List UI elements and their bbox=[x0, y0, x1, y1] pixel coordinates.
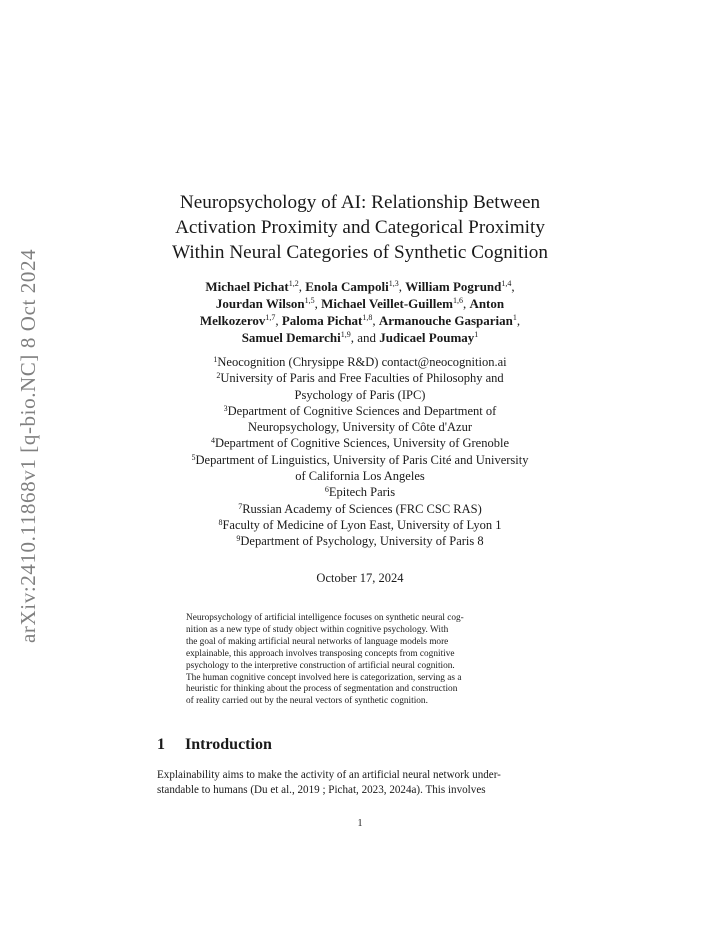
introduction-paragraph bbox=[157, 768, 567, 798]
author-line: Jourdan Wilson$^{1,5}$, Michael Veillet-Guillem$^{1,6}$, Anton bbox=[215, 296, 505, 311]
affiliation-text: Department of Psychology, University of Paris 8 bbox=[240, 534, 484, 549]
title-line: Within Neural Categories of Synthetic Cognition bbox=[172, 242, 548, 263]
author-conjunction: and bbox=[357, 330, 377, 345]
affiliation-continued: Psychology of Paris (IPC) bbox=[294, 387, 426, 402]
affiliation-marker: 6 bbox=[324, 485, 329, 495]
author-line: Michael Pichat$^{1,2}$, Enola Campoli$^{1,3}$, William Pogrund$^{1,4}$, bbox=[205, 279, 515, 294]
abstract bbox=[186, 613, 536, 708]
affiliation-continued: of California Los Angeles bbox=[295, 469, 425, 484]
affiliation-text: Department of Cognitive Sciences, University of Grenoble bbox=[214, 436, 510, 451]
section-heading-introduction bbox=[157, 735, 272, 755]
section-title: Introduction bbox=[185, 736, 272, 753]
author-affil-marker: 1,4 bbox=[501, 279, 512, 288]
affiliation-marker: 1 bbox=[213, 355, 218, 364]
abstract-line: of reality carried out by the neural vectors of synthetic cognition. bbox=[186, 696, 428, 707]
author-list bbox=[156, 278, 564, 346]
author-line: Melkozerov$^{1,7}$, Paloma Pichat$^{1,8}$, Armanouche Gasparian$^1$, bbox=[199, 313, 521, 328]
abstract-line: The human cognitive concept involved here is categorization, serving as a bbox=[186, 672, 462, 683]
affiliation-marker: 9 bbox=[236, 534, 241, 544]
author-name: Samuel Demarchi bbox=[241, 330, 341, 345]
author-affil-marker: 1,8 bbox=[362, 313, 373, 322]
affiliation-marker: 4 bbox=[210, 436, 215, 446]
author-name: Paloma Pichat bbox=[281, 313, 363, 328]
author-name: Armanouche Gasparian bbox=[378, 313, 513, 328]
affiliation-text: Russian Academy of Sciences (FRC CSC RAS) bbox=[242, 501, 482, 516]
abstract-line: psychology to the interpretive construction of artificial neural cognition. bbox=[186, 660, 455, 671]
affiliation bbox=[156, 370, 564, 386]
abstract-line: heuristic for thinking about the process of segmentation and construction bbox=[186, 684, 458, 695]
paper-header bbox=[156, 190, 564, 586]
author-affil-marker: 1 bbox=[474, 330, 479, 339]
affiliation-marker: 3 bbox=[223, 403, 228, 413]
author-affil-marker: 1,3 bbox=[388, 279, 399, 288]
affiliation-text: University of Paris and Free Faculties of Philosophy and bbox=[220, 371, 504, 386]
affiliation bbox=[156, 403, 564, 419]
affiliation bbox=[156, 533, 564, 549]
affiliation bbox=[156, 484, 564, 500]
affiliation bbox=[156, 517, 564, 533]
abstract-line: nition as a new type of study object within cognitive psychology. With bbox=[186, 624, 449, 635]
body-line: standable to humans (Du et al., 2019 ; Pichat, 2023, 2024a). This involves bbox=[157, 784, 486, 796]
affiliation bbox=[156, 501, 564, 517]
author-name: Enola Campoli bbox=[305, 279, 389, 294]
paper-title bbox=[156, 190, 564, 265]
author-affil-marker: 1,7 bbox=[265, 313, 276, 322]
affiliation-marker: 5 bbox=[191, 452, 196, 462]
author-name: William Pogrund bbox=[405, 279, 502, 294]
author-name: Michael Pichat bbox=[205, 279, 289, 294]
title-line: Activation Proximity and Categorical Proximity bbox=[175, 217, 545, 238]
affiliation-text: Neocognition (Chrysippe R&D) contact@neocognition.ai bbox=[217, 355, 507, 369]
author-name: Anton bbox=[469, 296, 505, 311]
affiliation bbox=[156, 435, 564, 451]
publication-date: October 17, 2024 bbox=[316, 570, 404, 585]
abstract-line: Neuropsychology of artificial intelligence focuses on synthetic neural cog- bbox=[186, 613, 464, 623]
author-affil-marker: 1,9 bbox=[340, 330, 351, 339]
abstract-line: the goal of making artificial neural networks of language models more bbox=[186, 636, 449, 647]
author-affil-marker: 1,5 bbox=[304, 296, 315, 305]
page-number: 1 bbox=[357, 818, 363, 829]
affiliation-list bbox=[156, 354, 564, 550]
author-affil-marker: 1 bbox=[512, 313, 517, 322]
author-name: Jourdan Wilson bbox=[215, 296, 305, 311]
affiliation-marker: 8 bbox=[218, 517, 223, 527]
affiliation bbox=[156, 354, 564, 370]
affiliation-text: Epitech Paris bbox=[328, 485, 396, 500]
affiliation-text: Department of Cognitive Sciences and Department of bbox=[227, 403, 497, 418]
affiliation-marker: 2 bbox=[216, 371, 221, 381]
affiliation-text: Department of Linguistics, University of Paris Cité and University bbox=[195, 452, 529, 467]
abstract-line: explainable, this approach involves transposing concepts from cognitive bbox=[186, 648, 455, 659]
section-number: 1 bbox=[157, 736, 165, 753]
affiliation-marker: 7 bbox=[238, 501, 243, 511]
affiliation-text: Faculty of Medicine of Lyon East, University of Lyon 1 bbox=[222, 517, 502, 532]
author-line: Samuel Demarchi$^{1,9}$, and Judicael Poumay$^1$ bbox=[241, 330, 479, 345]
author-affil-marker: 1,6 bbox=[452, 296, 463, 305]
author-name: Michael Veillet-Guillem bbox=[321, 296, 453, 311]
author-name: Melkozerov bbox=[199, 313, 266, 328]
title-line: Neuropsychology of AI: Relationship Between bbox=[179, 192, 541, 213]
author-name: Judicael Poumay bbox=[379, 330, 475, 345]
affiliation-continued: Neuropsychology, University of Côte d'Azur bbox=[248, 420, 472, 435]
author-affil-marker: 1,2 bbox=[288, 279, 299, 288]
affiliation bbox=[156, 452, 564, 468]
arxiv-identifier-stamp: arXiv:2410.11868v1 [q-bio.NC] 8 Oct 2024 bbox=[16, 248, 40, 643]
body-line: Explainability aims to make the activity of an artificial neural network under- bbox=[157, 769, 501, 781]
